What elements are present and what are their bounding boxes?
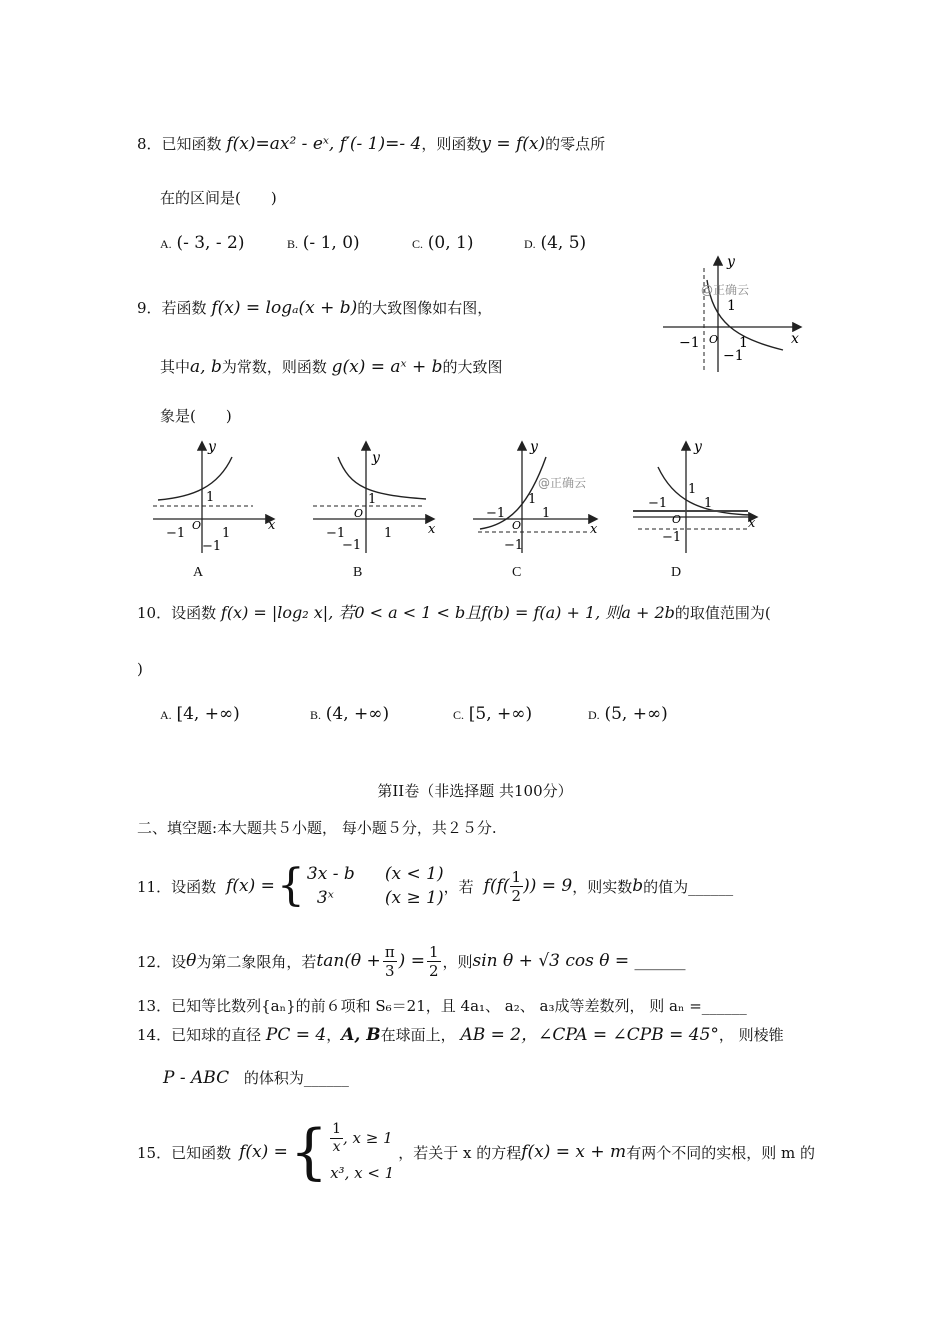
one-x: 1 [704,496,713,511]
q12-half-fraction [427,943,441,980]
q15-case1-fraction [330,1121,343,1156]
q10-option-b [310,703,389,726]
q14-pc: PC = 4 [265,1025,327,1045]
q10-option-a [160,703,240,726]
q11-brace: { [276,860,305,911]
q8-option-d [524,232,586,255]
y-label: y [208,439,216,455]
q10-option-c [453,703,532,726]
origin-label: O [192,519,202,532]
x-label: x [748,516,756,531]
q9-line2-formula: g(x) = aˣ + b [331,357,443,377]
q11-case1: 3x - b [306,864,355,884]
q9-tail: 的大致图像如右图， [357,299,493,317]
q9-option-d-label: D [671,565,682,580]
q11-cond1: (x < 1) [384,864,444,884]
q8-option-d-value: (4, 5) [540,233,587,253]
q15-case1-cond: , x ≥ 1 [343,1129,393,1147]
q9-option-a-graph [148,437,283,557]
q15-case2: x³, x < 1 [330,1163,395,1182]
q9-option-b-label: B [353,565,363,580]
q12 [137,940,686,982]
q8-option-a-value: (- 3, - 2) [176,233,245,253]
q15-case1-num: 1 [332,1120,342,1137]
q9-line1 [137,297,492,319]
q8-formula: f(x)=ax² - eˣ, f′(- 1)=- 4 [226,134,422,154]
q11-lead: 设函数 [171,877,217,896]
q15-tail: 有两个不同的实根，则 m 的 [626,1143,815,1162]
q11-number: 11． [137,877,172,896]
neg-one-x: −1 [326,526,346,541]
x-label: x [791,331,799,347]
neg-one-y: −1 [662,530,682,545]
q14-ab: AB = 2 [460,1025,522,1045]
q15-formula: f(x) = x + m [521,1142,627,1162]
q14-mid: ， [326,1026,342,1044]
q10-option-a-label: A. [160,708,172,722]
q9-option-d-graph [628,437,768,557]
q11-formula2: f(f( [483,876,510,896]
q15-brace: { [289,1117,329,1187]
neg-one-y: −1 [723,348,744,364]
y-label: y [727,254,735,270]
q8-option-a [160,232,244,255]
q8-option-a-label: A. [160,237,172,251]
q10-number: 10． [137,604,172,622]
q10-line2: ) [137,660,143,678]
q12-three: 3 [384,961,395,980]
q14-line2-formula: P - ABC [163,1068,230,1088]
q8-number: 8． [137,135,162,153]
y-label: y [530,439,538,455]
q15-lead: 已知函数 [171,1143,232,1162]
q12-theta: θ [186,951,197,971]
q11-var: b [632,876,644,896]
q14-ab-points: A, B [341,1025,381,1045]
q11-mid: ，若 [443,877,474,896]
q15-number: 15． [137,1143,172,1162]
q14-line2-tail: 的体积为______ [243,1069,349,1087]
y-label: y [694,439,702,455]
q15-mid: ，若关于 x 的方程 [398,1143,522,1162]
q9-option-a-label: A [193,565,204,580]
q8-formula2: y = f(x) [481,134,546,154]
q8-mid: ，则函数 [421,135,482,153]
q10-option-a-value: [4, +∞) [176,704,240,724]
q12-tail: ，则 [442,952,473,971]
neg-one-x: −1 [486,506,506,521]
q8-option-c-label: C. [412,237,424,251]
q13-text: 13．已知等比数列{aₙ}的前６项和 S₆＝21，且 4a₁、 a₂、 a₃成等差数列， 则 aₙ =______ [137,997,747,1015]
origin-label: O [512,519,522,532]
section-header: 二、填空题:本大题共５小题， 每小题５分，共２５分. [137,819,497,837]
q11-tail: ，则实数 [572,877,633,896]
q9-line2-tail: 的大致图 [442,358,503,376]
one-y: 1 [727,298,736,314]
q9-option-b-graph [308,437,443,557]
q8-line1 [137,133,605,155]
q12-half-den: 2 [428,961,439,980]
q11 [137,858,733,914]
one-y: 1 [688,482,697,497]
one-x: 1 [542,506,551,521]
q9-lead: 若函数 [161,299,207,317]
q14-angle: ，∠CPA = ∠CPB = 45° [521,1025,719,1045]
q15-cases [330,1121,394,1184]
q11-case2: 3ˣ [316,888,334,908]
q8-option-d-label: D. [524,237,536,251]
q10-formula: f(x) = |log₂ x|, 若0 < a < 1 < b且f(b) = f(a) + 1, 则a + 2b [220,603,675,622]
q12-eq: ) = [398,951,425,971]
curve [338,457,426,499]
q15-case1-den: x [332,1138,341,1155]
neg-one-y: −1 [202,539,222,554]
x-label: x [428,522,436,537]
neg-one-x: −1 [166,526,186,541]
q12-pi-fraction [383,943,397,980]
q12-formula: tan(θ + [316,951,381,971]
one-y: 1 [368,492,377,507]
q11-cases [307,862,444,910]
q14-mid2: 在球面上， [380,1026,456,1044]
q12-mid: 为第二象限角，若 [196,952,317,971]
q9-line2-vars: a, b [190,357,222,377]
q10-tail: 的取值范围为( [674,604,771,622]
y-label: y [372,450,380,466]
q9-reference-graph [655,250,815,380]
q8-lead: 已知函数 [161,135,222,153]
q8-option-c [412,232,474,255]
q10-option-c-label: C. [453,708,465,722]
q9-line2 [160,356,503,378]
q12-number: 12． [137,952,172,971]
q12-half-num: 1 [428,942,439,961]
q11-end: 的值为______ [643,877,734,896]
q14-tail: ， 则棱锥 [718,1026,784,1044]
q10-option-b-value: (4, +∞) [325,704,390,724]
q10-option-c-value: [5, +∞) [468,704,533,724]
q9-line2-lead: 其中 [160,358,191,376]
q14-line1 [137,1024,784,1046]
q11-fraction [510,868,524,905]
origin-label: O [672,513,682,526]
q11-cond2: (x ≥ 1) [384,888,444,908]
q11-frac-num: 1 [511,867,522,886]
neg-one-x: −1 [679,335,700,351]
q10-option-b-label: B. [310,708,322,722]
q14-number: 14． [137,1026,172,1044]
one-x: 1 [222,526,231,541]
q9-option-c-graph [468,437,608,557]
q10-option-d-label: D. [588,708,600,722]
q11-frac-den: 2 [511,886,522,905]
q9-number: 9． [137,299,162,317]
q11-formula2-tail: )) = 9 [523,876,573,896]
q8-option-b [287,232,360,255]
one-y: 1 [206,490,215,505]
q9-formula: f(x) = logₐ(x + b) [211,298,358,318]
watermark: @正确云 [538,476,587,490]
neg-one-y: −1 [504,538,524,553]
curve [158,457,232,500]
q12-lead: 设 [171,952,187,971]
q14-lead: 已知球的直径 [171,1026,262,1044]
q9-line2-mid: 为常数，则函数 [221,358,327,376]
origin-label: O [709,333,719,346]
q8-option-c-value: (0, 1) [427,233,474,253]
section-title: 第II卷（非选择题 共100分） [377,782,573,800]
q9-option-c-label: C [512,565,522,580]
q14-line2 [163,1067,349,1089]
q12-pi: π [384,942,395,961]
q15-fx: f(x) = [239,1142,288,1162]
one-x: 1 [384,526,393,541]
q8-option-b-value: (- 1, 0) [302,233,360,253]
q8-line2: 在的区间是( ) [160,189,277,207]
q9-line3: 象是( ) [160,407,232,425]
x-label: x [268,518,276,533]
q10-option-d [588,703,668,726]
origin-label: O [354,507,364,520]
q10-option-d-value: (5, +∞) [604,704,668,724]
one-y: 1 [528,492,537,507]
q10-lead: 设函数 [171,604,217,622]
neg-one-x: −1 [648,496,668,511]
watermark: @正确云 [701,283,750,297]
q12-formula2: sin θ + √3 cos θ = ______ [472,951,686,971]
q8-tail: 的零点所 [545,135,606,153]
x-label: x [590,522,598,537]
q15 [137,1114,815,1190]
q10-line1 [137,602,771,624]
one-x: 1 [739,335,748,351]
q11-fx: f(x) = [226,876,275,896]
q8-option-b-label: B. [287,237,299,251]
neg-one-y: −1 [342,538,362,553]
